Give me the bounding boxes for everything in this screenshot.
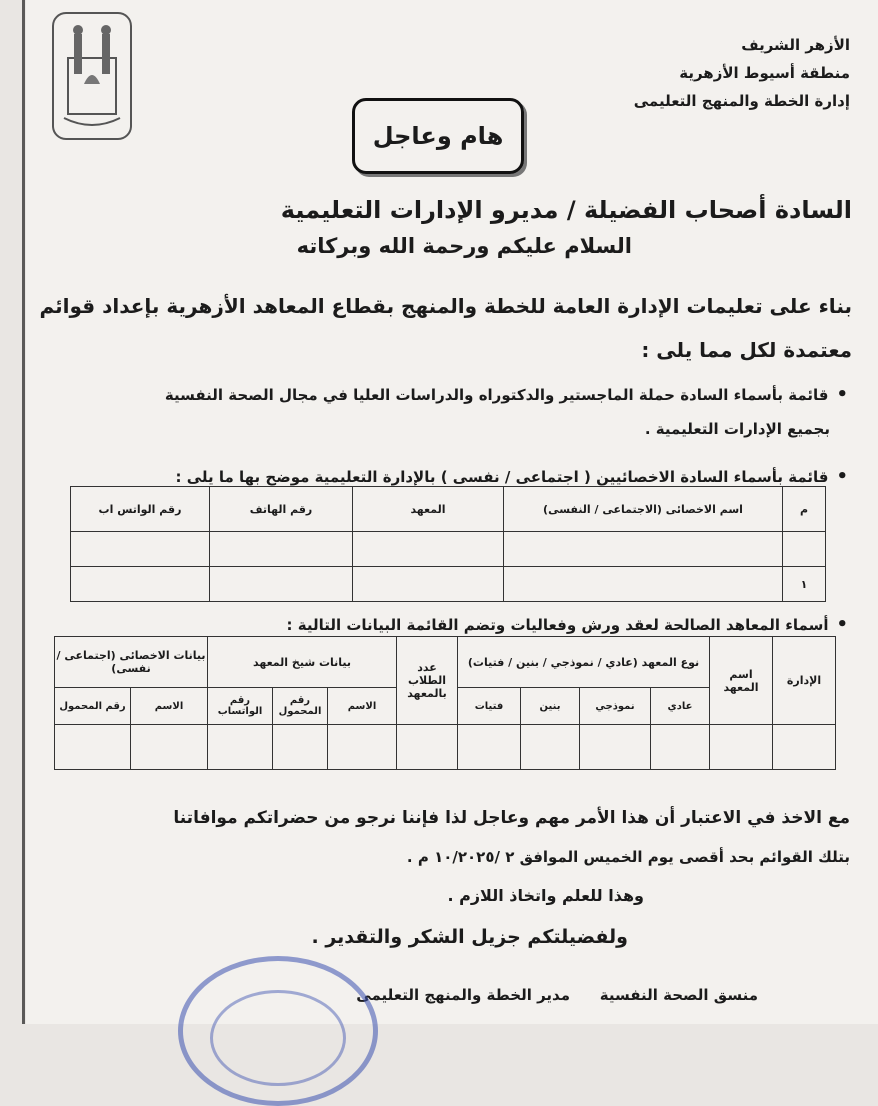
table-cell [651,725,710,770]
table-cell [773,725,836,770]
table-cell [55,725,131,770]
bullet-specialists-list: • قائمة بأسماء السادة الاخصائيين ( اجتماعى / نفسى ) بالإدارة التعليمية موضح بها ما يلى : [176,466,849,487]
paper-edge [22,0,25,1024]
table-cell [710,725,773,770]
table-header-row [71,487,826,532]
addressee-line: السادة أصحاب الفضيلة / مديرو الإدارات التعليمية [280,196,852,224]
table-row [55,725,836,770]
col-number: م [783,487,826,532]
col-sheikh-data: بيانات شيخ المعهد [208,637,397,688]
col-specialist-name: الاسم [131,688,208,725]
urgent-box: هام وعاجل [352,98,524,174]
table-header-row [55,637,836,688]
table-cell [208,725,273,770]
col-sheikh-whatsapp: رقم الواتساب [208,688,273,725]
row-number: ١ [783,567,826,602]
col-student-count: عدد الطلاب بالمعهد [397,637,458,725]
closing-line-2: بتلك القوائم بحد أقصى يوم الخميس الموافق ٢ /١٠/٢٠٢٥ م . [406,848,850,866]
table-cell [353,532,504,567]
official-stamp-inner-ring [210,990,346,1086]
table-row [71,567,826,602]
col-specialist-name: اسم الاخصائى (الاجتماعى / النفسى) [504,487,783,532]
col-specialist-data: بيانات الاخصائى (اجتماعى / نفسى) [55,637,208,688]
table-cell [273,725,328,770]
table-cell [580,725,651,770]
col-phone: رقم الهاتف [210,487,353,532]
table-cell [210,567,353,602]
specialists-table [70,486,826,602]
col-institute: المعهد [353,487,504,532]
col-type-boys: بنين [521,688,580,725]
table-cell [783,532,826,567]
col-institute-type: نوع المعهد (عادي / نموذجي / بنين / فتيات) [458,637,710,688]
table-cell [210,532,353,567]
org-line-department: إدارة الخطة والمنهج التعليمى [633,92,850,110]
greeting-line: السلام عليكم ورحمة الله وبركاته [296,234,632,258]
table-cell [353,567,504,602]
table-cell [458,725,521,770]
closing-line-1: مع الاخذ في الاعتبار أن هذا الأمر مهم وعاجل لذا فإننا نرجو من حضراتكم موافاتنا [173,808,850,828]
col-type-regular: عادي [651,688,710,725]
table-cell [397,725,458,770]
table-cell [71,567,210,602]
org-line-region: منطقة أسيوط الأزهرية [679,64,850,82]
org-line-azhar: الأزهر الشريف [741,36,850,54]
al-azhar-logo [52,12,132,140]
col-whatsapp: رقم الواتس اب [71,487,210,532]
table-cell [504,567,783,602]
table-cell [521,725,580,770]
col-sheikh-mobile: رقم المحمول [273,688,328,725]
col-idara: الإدارة [773,637,836,725]
closing-line-4: ولفضيلتكم جزيل الشكر والتقدير . [311,926,628,948]
bullet-postgrad-list-cont: بجميع الإدارات التعليمية . [644,420,830,438]
intro-line-2: معتمدة لكل مما يلى : [641,338,852,362]
col-type-girls: فتيات [458,688,521,725]
closing-line-3: وهذا للعلم واتخاذ اللازم . [447,886,644,905]
table-cell [131,725,208,770]
intro-line-1: بناء على تعليمات الإدارة العامة للخطة والمنهج بقطاع المعاهد الأزهرية بإعداد قوائم [39,294,852,318]
table-row [71,532,826,567]
col-institute-name: اسم المعهد [710,637,773,725]
bullet-institutes-list: • أسماء المعاهد الصالحة لعقد ورش وفعاليات وتضم القائمة البيانات التالية : [287,614,849,635]
signature-plan-director: مدير الخطة والمنهج التعليمى [356,986,570,1004]
signature-psych-coordinator: منسق الصحة النفسية [599,986,758,1004]
col-type-model: نموذجي [580,688,651,725]
col-specialist-mobile: رقم المحمول [55,688,131,725]
col-sheikh-name: الاسم [328,688,397,725]
institutes-table [54,636,836,770]
table-cell [71,532,210,567]
table-cell [328,725,397,770]
table-cell [504,532,783,567]
bullet-postgrad-list: • قائمة بأسماء السادة حملة الماجستير والدكتوراه والدراسات العليا في مجال الصحة النفسية [58,384,848,405]
